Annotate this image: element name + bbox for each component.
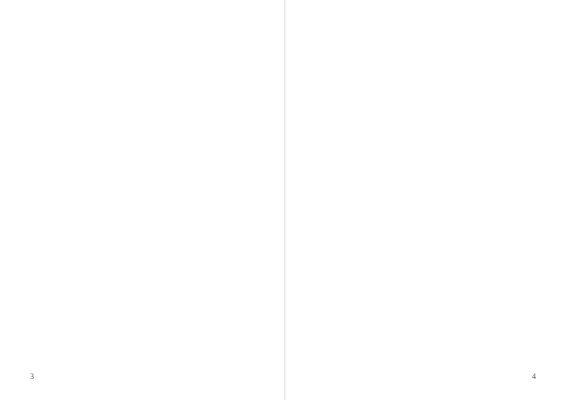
right-page-lower-text: [296, 208, 536, 358]
left-page-lower-text: [34, 208, 274, 358]
right-page: [286, 0, 570, 400]
left-page: [0, 0, 284, 400]
left-page-upper-text: [34, 54, 274, 204]
page-number-right: 4: [532, 372, 536, 381]
page-number-left: 3: [30, 372, 34, 381]
right-page-upper-text: [296, 54, 536, 204]
